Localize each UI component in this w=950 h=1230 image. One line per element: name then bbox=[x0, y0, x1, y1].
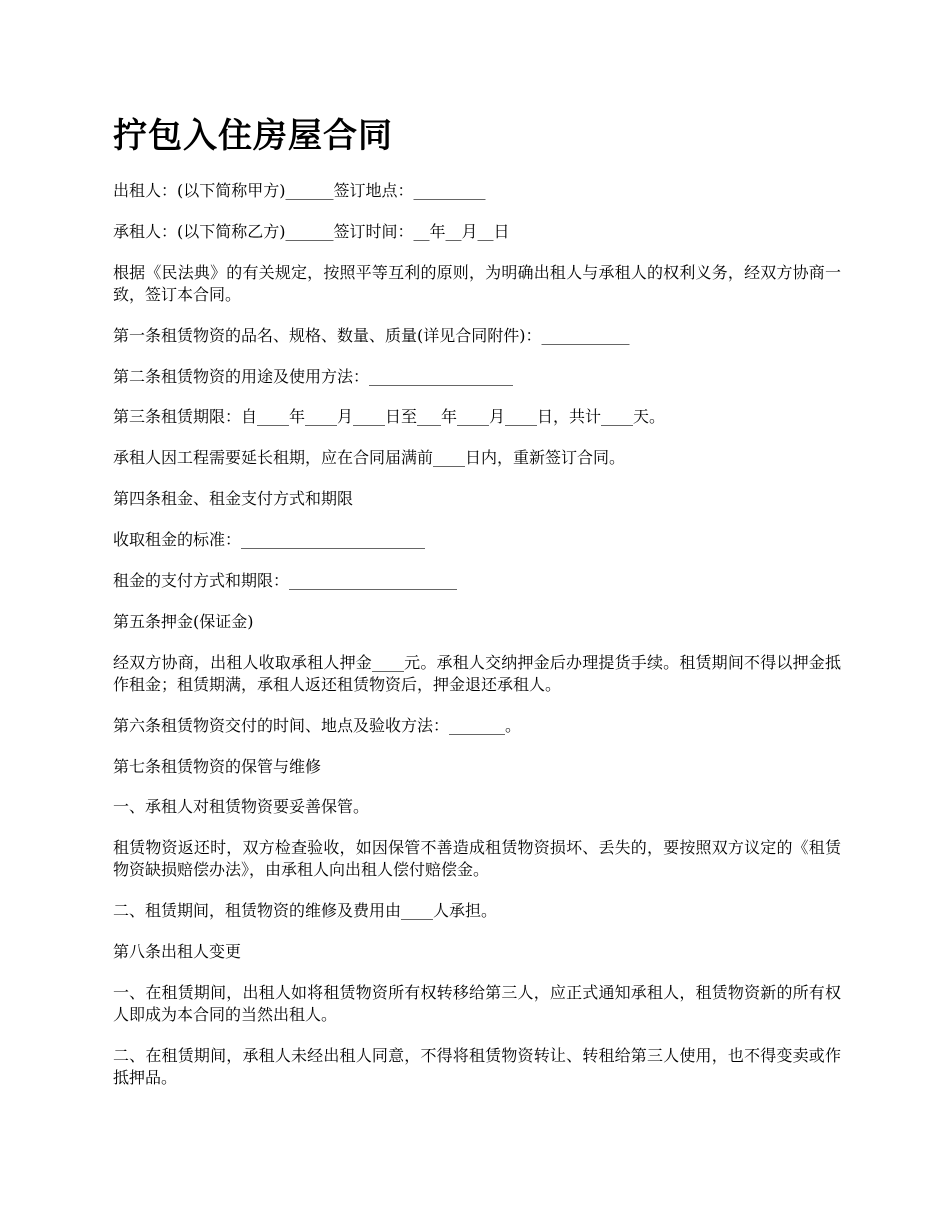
paragraph-ownership-transfer: 一、在租赁期间，出租人如将租赁物资所有权转移给第三人，应正式通知承租人，租赁物资新的所有权人即成为本合同的当然出租人。 bbox=[113, 983, 841, 1025]
paragraph-rent-standard: 收取租金的标准：_______________________ bbox=[113, 530, 426, 550]
paragraph-article-7: 第七条租赁物资的保管与维修 bbox=[113, 756, 322, 776]
paragraph-article-8: 第八条出租人变更 bbox=[113, 942, 242, 962]
paragraph-sublease-prohibition: 二、在租赁期间，承租人未经出租人同意，不得将租赁物资转让、转租给第三人使用，也不得变卖或作抵押品。 bbox=[113, 1045, 841, 1087]
paragraph-deposit: 经双方协商，出租人收取承租人押金____元。承租人交纳押金后办理提货手续。租赁期间不得以押金抵作租金；租赁期满，承租人返还租赁物资后，押金退还承租人。 bbox=[113, 652, 841, 694]
paragraph-rent-payment: 租金的支付方式和期限：_____________________ bbox=[113, 571, 458, 591]
document-page bbox=[113, 112, 841, 1108]
paragraph-article-2: 第二条租赁物资的用途及使用方法：__________________ bbox=[113, 366, 514, 386]
paragraph-return-inspection: 租赁物资返还时，双方检查验收，如因保管不善造成租赁物资损坏、丢失的，要按照双方议定的《租赁物资缺损赔偿办法》，由承租人向出租人偿付赔偿金。 bbox=[113, 838, 841, 880]
paragraph-article-3: 第三条租赁期限：自____年____月____日至___年____月____日，共计____天。 bbox=[113, 407, 666, 427]
paragraph-article-6: 第六条租赁物资交付的时间、地点及验收方法：_______。 bbox=[113, 715, 522, 735]
paragraph-preamble: 根据《民法典》的有关规定，按照平等互利的原则，为明确出租人与承租人的权利义务，经双方协商一致，签订本合同。 bbox=[113, 262, 841, 304]
paragraph-maintenance: 二、租赁期间，租赁物资的维修及费用由____人承担。 bbox=[113, 901, 498, 921]
paragraph-article-1: 第一条租赁物资的品名、规格、数量、质量(详见合同附件)：___________ bbox=[113, 325, 630, 345]
document-title: 拧包入住房屋合同 bbox=[113, 116, 393, 156]
paragraph-extension: 承租人因工程需要延长租期，应在合同届满前____日内，重新签订合同。 bbox=[113, 448, 626, 468]
paragraph-custody: 一、承租人对租赁物资要妥善保管。 bbox=[113, 797, 370, 817]
paragraph-article-4: 第四条租金、租金支付方式和期限 bbox=[113, 489, 354, 509]
paragraph-lessor: 出租人：(以下简称甲方)______签订地点：_________ bbox=[113, 181, 486, 200]
paragraph-article-5: 第五条押金(保证金) bbox=[113, 611, 254, 631]
paragraph-lessee: 承租人：(以下简称乙方)______签订时间：__年__月__日 bbox=[113, 221, 510, 241]
